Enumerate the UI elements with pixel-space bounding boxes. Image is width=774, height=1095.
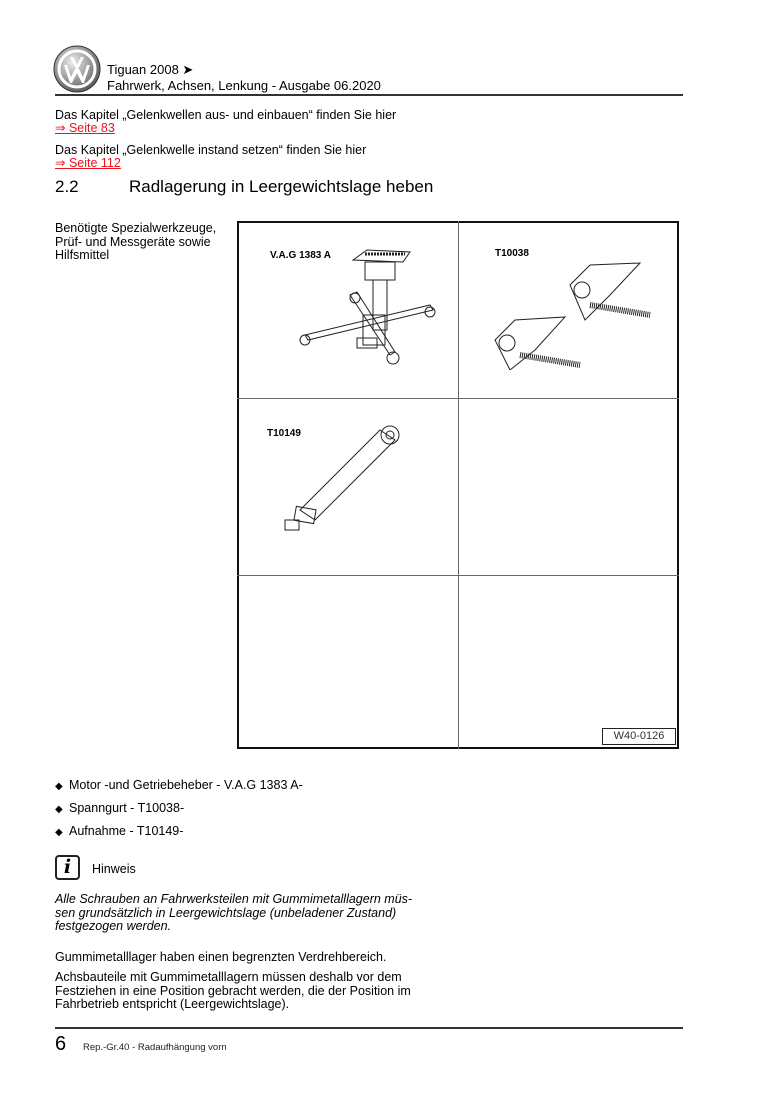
page-number: 6 [55,1033,67,1055]
paragraph-2: Achsbauteile mit Gummimetalllagern müssen deshalb vor dem Festziehen in eine Position gebracht werden, die der Position im Fahrbetrieb entspricht (Leergewichtslage). [55,970,411,1011]
grid-divider [237,575,679,576]
grid-divider [458,221,459,749]
reference-text-2: Das Kapitel „Gelenkwelle instand setzen“ finden Sie hier [55,143,367,157]
section-title: Radlagerung in Leergewichtslage heben [129,177,434,196]
reference-link-1[interactable]: ⇒ Seite 83 [55,121,115,135]
header-divider [55,94,683,96]
tool-list-item: ◆ Motor -und Getriebeheber - V.A.G 1383 A- [55,778,303,792]
section-number: 2.2 [55,177,79,196]
support-bracket-drawing [280,420,410,540]
reference-link-2[interactable]: ⇒ Seite 112 [55,156,121,170]
tool-list-item: ◆ Spanngurt - T10038- [55,801,185,815]
document-subtitle: Fahrwerk, Achsen, Lenkung - Ausgabe 06.2020 [107,78,381,93]
info-icon: i [55,855,80,880]
tool-label-t10038: T10038 [495,248,529,259]
tools-intro: Benötigte Spezialwerkzeuge, Prüf- und Messgeräte sowie Hilfsmittel [55,221,217,262]
grid-divider [237,398,679,399]
bullet-diamond-icon: ◆ [55,781,63,792]
footer-text: Rep.-Gr.40 - Radaufhängung vorn [83,1042,227,1053]
bullet-diamond-icon: ◆ [55,804,63,815]
ratchet-strap-drawing [490,245,660,370]
tool-list-item: ◆ Aufnahme - T10149- [55,824,184,838]
paragraph-1: Gummimetalllager haben einen begrenzten Verdrehbereich. [55,950,387,964]
footer-divider [55,1027,683,1029]
transmission-jack-drawing [285,240,445,370]
figure-reference: W40-0126 [602,728,676,745]
tool-label-vag1383a: V.A.G 1383 A [270,250,331,261]
vw-logo-icon [53,45,101,93]
bullet-diamond-icon: ◆ [55,827,63,838]
note-label: Hinweis [92,862,136,876]
reference-text-1: Das Kapitel „Gelenkwellen aus- und einbauen“ finden Sie hier [55,108,397,122]
tool-label-t10149: T10149 [267,428,301,439]
note-text: Alle Schrauben an Fahrwerksteilen mit Gummimetalllagern müs-sen grundsätzlich in Leergewichtslage (unbeladener Zustand) festgezogen werden. [55,892,413,933]
document-title: Tiguan 2008 ➤ [107,62,194,77]
